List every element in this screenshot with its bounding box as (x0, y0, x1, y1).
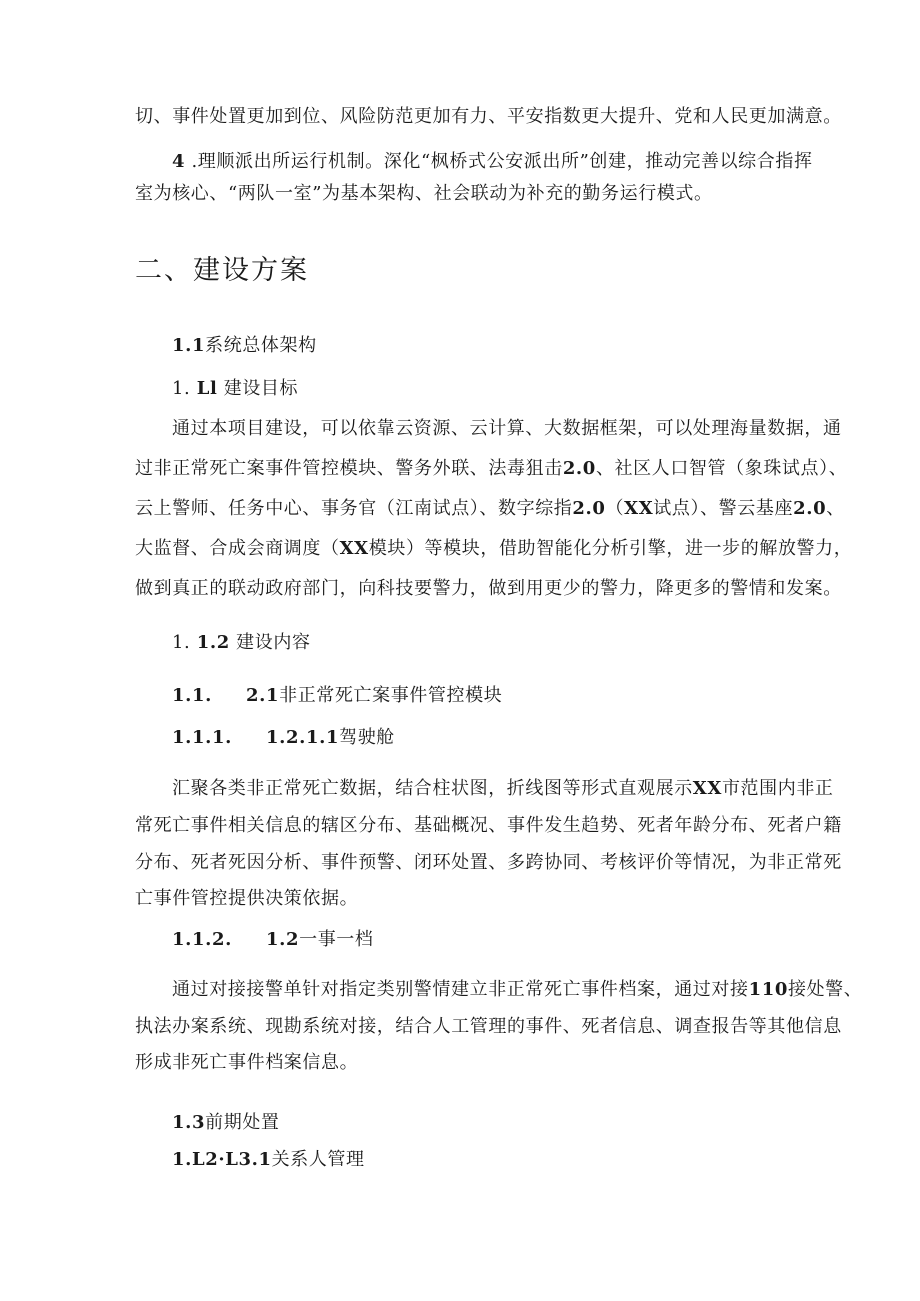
text-run: 做到真正的联动政府部门，向科技要警力，做到用更少的警力，降更多的警情和发案。 (135, 578, 842, 599)
text-run: 、 (826, 498, 845, 519)
placeholder-code: XX (692, 778, 722, 799)
placeholder-code: XX (339, 538, 369, 559)
heading-1-1 (172, 334, 317, 358)
goal-line-1 (172, 417, 842, 441)
item-4-line-2 (135, 182, 713, 206)
text-run: 大监督、合成会商调度（ (135, 538, 340, 559)
heading-2-1 (172, 684, 502, 708)
text-run: 分布、死者死因分析、事件预警、闭环处置、多跨协同、考核评价等情况，为非正常死 (135, 852, 842, 873)
goal-line-2 (135, 457, 847, 481)
heading-number: 1.2 (196, 632, 230, 653)
archive-line-1 (172, 978, 862, 1002)
heading-1-1-1 (172, 377, 298, 401)
heading-number: 1.3 (172, 1112, 206, 1133)
item-text: 室为核心、“两队一室”为基本架构、社会联动为补充的勤务运行模式。 (135, 183, 713, 204)
heading-title: 一事一档 (299, 929, 374, 950)
cockpit-line-3 (135, 851, 842, 875)
text-run: 执法办案系统、现勘系统对接，结合人工管理的事件、死者信息、调查报告等其他信息 (135, 1016, 842, 1037)
text-run: 过非正常死亡案事件管控模块、警务外联、法毒狙击 (135, 458, 563, 479)
text-run: 、社区人口智管（象珠试点）、 (595, 458, 848, 479)
heading-number: 1.L2·L3.1 (172, 1149, 272, 1170)
text-run: 亡事件管控提供决策依据。 (135, 888, 359, 909)
heading-1-3 (172, 1111, 280, 1135)
heading-title: 建设内容 (236, 632, 311, 653)
heading-number: 1.2 (265, 929, 300, 950)
text-run: 通过对接接警单针对指定类别警情建立非正常死亡事件档案，通过对接 (172, 979, 749, 1000)
item-text: .理顺派出所运行机制。深化“枫桥式公安派出所”创建，推动完善以综合指挥 (185, 151, 813, 172)
section-heading: 二、建设方案 (135, 255, 309, 286)
heading-number: 1.1.2. (172, 929, 232, 950)
version-number: 2.0 (562, 458, 596, 479)
heading-number: Ll (196, 378, 218, 399)
version-number: 2.0 (572, 498, 606, 519)
text-run: 市范围内非正 (721, 778, 834, 799)
text-run: 接处警、 (787, 979, 863, 1000)
text-run: 试点）、警云基座 (653, 498, 794, 519)
text-run: 形成非死亡事件档案信息。 (135, 1052, 359, 1073)
heading-title: 非正常死亡案事件管控模块 (279, 685, 503, 706)
archive-line-2 (135, 1015, 842, 1039)
heading-number: 1.1.1. (172, 727, 232, 748)
number-code: 110 (748, 979, 788, 1000)
placeholder-code: XX (624, 498, 654, 519)
cockpit-line-1 (172, 777, 834, 801)
heading-title: 前期处置 (205, 1112, 280, 1133)
heading-title: 系统总体架构 (205, 335, 317, 356)
version-number: 2.0 (793, 498, 827, 519)
goal-line-4 (135, 537, 852, 561)
heading-cockpit (172, 726, 395, 750)
cockpit-line-4 (135, 887, 358, 911)
text-run: 模块）等模块，借助智能化分析引擎，进一步的解放警力， (368, 538, 853, 559)
heading-1-1-2 (172, 631, 311, 655)
goal-line-3 (135, 497, 845, 521)
heading-contacts (172, 1148, 365, 1172)
heading-number: 1.1. (172, 685, 212, 706)
heading-title: 建设目标 (223, 378, 299, 399)
item-4-line-1 (172, 150, 813, 174)
cockpit-line-2 (135, 814, 842, 838)
heading-title: 关系人管理 (271, 1149, 365, 1170)
heading-title: 驾驶舱 (339, 727, 395, 748)
item-number: 4 (172, 151, 186, 172)
heading-number: 1.1 (172, 335, 206, 356)
heading-prefix: 1. (172, 378, 191, 399)
heading-archive (172, 928, 374, 952)
paragraph-continuation (135, 105, 842, 129)
goal-line-5 (135, 577, 842, 601)
heading-prefix: 1. (172, 632, 191, 653)
text-run: 汇聚各类非正常死亡数据，结合柱状图，折线图等形式直观展示 (172, 778, 693, 799)
text-run: 通过本项目建设，可以依靠云资源、云计算、大数据框架，可以处理海量数据，通 (172, 418, 842, 439)
text-run: 云上警师、任务中心、事务官（江南试点）、数字综指 (135, 498, 573, 519)
text-run: 常死亡事件相关信息的辖区分布、基础概况、事件发生趋势、死者年龄分布、死者户籍 (135, 815, 842, 836)
heading-number: 1.2.1.1 (265, 727, 340, 748)
text-run: （ (605, 498, 625, 519)
paragraph-text: 切、事件处置更加到位、风险防范更加有力、平安指数更大提升、党和人民更加满意。 (135, 106, 842, 127)
archive-line-3 (135, 1051, 358, 1075)
heading-number: 2.1 (245, 685, 280, 706)
